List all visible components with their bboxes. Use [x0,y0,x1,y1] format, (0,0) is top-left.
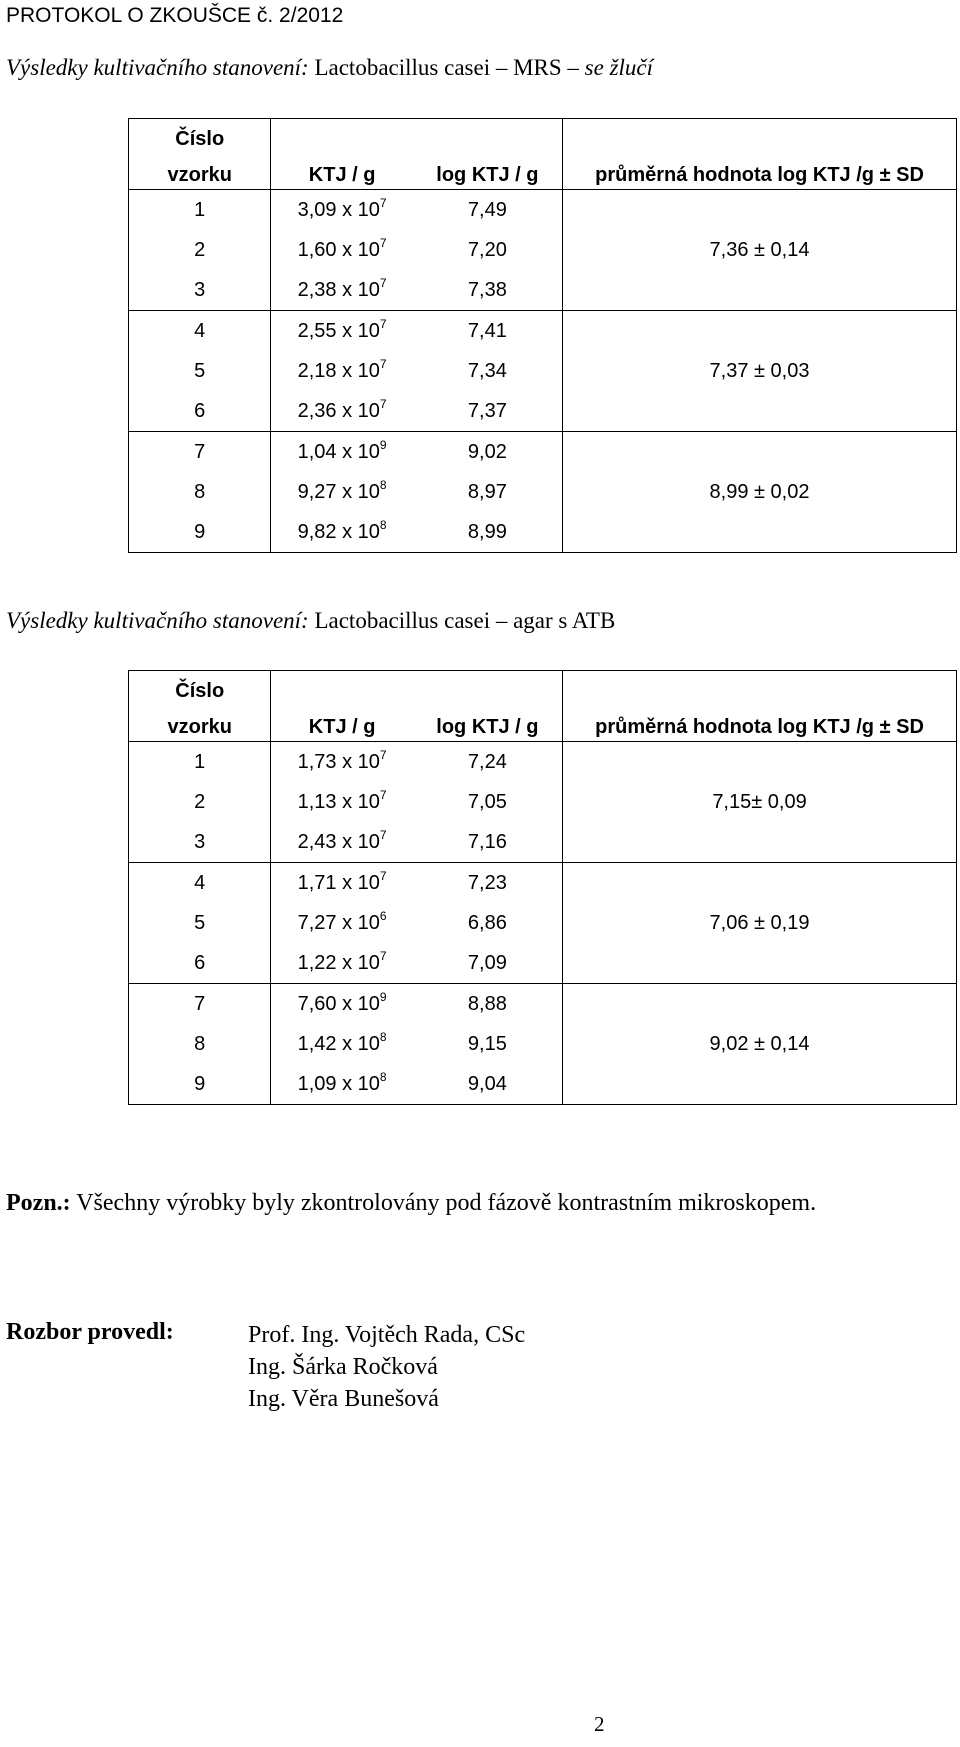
mean-cell [563,742,957,783]
mean-cell [563,943,957,984]
mean-value: 8,99 ± 0,02 [563,472,957,512]
table-row [129,903,957,943]
table1-title-rest: Lactobacillus casei – MRS – [308,55,585,80]
table1-head-mean: průměrná hodnota log KTJ /g ± SD [563,151,957,190]
signature-label: Rozbor provedl: [6,1319,174,1345]
table-row [129,190,957,231]
ktj-value [271,903,413,943]
table2-head-empty [563,671,957,704]
ktj-mantissa: 1,60 x 10 [297,238,380,261]
log-value: 7,38 [413,270,563,311]
mean-cell [563,190,957,231]
ktj-exponent: 6 [379,908,387,923]
table-row [129,863,957,904]
table-row [129,742,957,783]
ktj-mantissa: 2,43 x 10 [297,830,380,853]
table-row [129,270,957,311]
mean-value: 9,02 ± 0,14 [563,1024,957,1064]
log-value: 8,88 [413,984,563,1025]
ktj-mantissa: 2,36 x 10 [297,399,380,422]
ktj-value [271,351,413,391]
table1-head-empty [271,119,413,152]
ktj-mantissa: 1,22 x 10 [297,951,380,974]
ktj-mantissa: 9,27 x 10 [297,480,380,503]
sample-number: 6 [129,391,271,432]
table2-head-number-1: Číslo [129,671,271,704]
table2-head-mean: průměrná hodnota log KTJ /g ± SD [563,703,957,742]
log-value: 7,09 [413,943,563,984]
table1-header-row-2 [129,151,957,190]
sample-number: 9 [129,512,271,553]
table2-title-rest: Lactobacillus casei – agar s ATB [308,608,616,633]
ktj-mantissa: 1,04 x 10 [297,440,380,463]
table1 [128,118,957,553]
table-row [129,782,957,822]
log-value: 6,86 [413,903,563,943]
table2-head-log: log KTJ / g [413,703,563,742]
ktj-value [271,391,413,432]
note-text: Všechny výrobky byly zkontrolovány pod fázově kontrastním mikroskopem. [70,1190,817,1216]
log-value: 9,04 [413,1064,563,1105]
ktj-value [271,190,413,231]
table1-head-log: log KTJ / g [413,151,563,190]
table1-head-number-2: vzorku [129,151,271,190]
signature-name: Ing. Šárka Ročková [248,1354,438,1380]
table-row [129,943,957,984]
mean-value: 7,37 ± 0,03 [563,351,957,391]
log-value: 7,24 [413,742,563,783]
ktj-exponent: 8 [379,1069,387,1084]
table-row [129,512,957,553]
ktj-exponent: 9 [379,989,387,1004]
sample-number: 1 [129,742,271,783]
sample-number: 1 [129,190,271,231]
ktj-value [271,822,413,863]
mean-cell [563,1064,957,1105]
table2 [128,670,957,1105]
mean-cell [563,391,957,432]
ktj-mantissa: 7,60 x 10 [297,992,380,1015]
sample-number: 8 [129,1024,271,1064]
signature-name: Prof. Ing. Vojtěch Rada, CSc [248,1322,526,1348]
mean-cell [563,311,957,352]
ktj-value [271,943,413,984]
sample-number: 5 [129,351,271,391]
ktj-mantissa: 1,13 x 10 [297,790,380,813]
table2-header-row-2 [129,703,957,742]
ktj-mantissa: 2,18 x 10 [297,359,380,382]
log-value: 7,23 [413,863,563,904]
table2-head-ktj: KTJ / g [271,703,413,742]
table2-title [6,608,615,634]
ktj-exponent: 7 [379,195,387,210]
sample-number: 7 [129,984,271,1025]
ktj-value [271,742,413,783]
mean-cell [563,863,957,904]
ktj-exponent: 8 [379,1029,387,1044]
ktj-value [271,270,413,311]
ktj-exponent: 7 [379,316,387,331]
log-value: 7,37 [413,391,563,432]
ktj-mantissa: 2,55 x 10 [297,319,380,342]
ktj-exponent: 7 [379,747,387,762]
table2-header-row-1 [129,671,957,704]
table2-head-empty [271,671,413,704]
table-row [129,472,957,512]
mean-value: 7,06 ± 0,19 [563,903,957,943]
sample-number: 7 [129,432,271,473]
log-value: 7,34 [413,351,563,391]
ktj-mantissa: 1,09 x 10 [297,1072,380,1095]
ktj-value [271,512,413,553]
table-row [129,311,957,352]
log-value: 7,05 [413,782,563,822]
sample-number: 4 [129,311,271,352]
ktj-exponent: 8 [379,477,387,492]
ktj-exponent: 9 [379,437,387,452]
table1-title-italic2: se žlučí [584,55,654,80]
log-value: 9,02 [413,432,563,473]
sample-number: 3 [129,270,271,311]
sample-number: 9 [129,1064,271,1105]
table-row [129,1064,957,1105]
table-row [129,822,957,863]
table-row [129,432,957,473]
ktj-value [271,863,413,904]
ktj-exponent: 8 [379,517,387,532]
table-row [129,391,957,432]
signature-names [248,1319,525,1415]
table1-head-ktj: KTJ / g [271,151,413,190]
log-value: 7,20 [413,230,563,270]
sample-number: 5 [129,903,271,943]
ktj-exponent: 7 [379,948,387,963]
log-value: 7,49 [413,190,563,231]
ktj-value [271,311,413,352]
table1-header-row-1 [129,119,957,152]
page-number: 2 [594,1712,605,1736]
document-header: PROTOKOL O ZKOUŠCE č. 2/2012 [6,4,344,27]
table2-head-number-2: vzorku [129,703,271,742]
log-value: 8,97 [413,472,563,512]
mean-cell [563,432,957,473]
table2-title-italic: Výsledky kultivačního stanovení: [6,608,309,633]
ktj-value [271,230,413,270]
log-value: 7,16 [413,822,563,863]
ktj-mantissa: 7,27 x 10 [297,911,380,934]
mean-value: 7,15± 0,09 [563,782,957,822]
ktj-value [271,1064,413,1105]
note [6,1190,816,1217]
table-row [129,351,957,391]
log-value: 8,99 [413,512,563,553]
sample-number: 8 [129,472,271,512]
table-row [129,230,957,270]
sample-number: 3 [129,822,271,863]
sample-number: 4 [129,863,271,904]
table1-head-empty [413,119,563,152]
ktj-exponent: 7 [379,356,387,371]
ktj-value [271,432,413,473]
ktj-exponent: 7 [379,787,387,802]
ktj-value [271,472,413,512]
ktj-exponent: 7 [379,275,387,290]
table1-head-number-1: Číslo [129,119,271,152]
ktj-mantissa: 1,71 x 10 [297,871,380,894]
log-value: 9,15 [413,1024,563,1064]
sample-number: 2 [129,782,271,822]
ktj-mantissa: 9,82 x 10 [297,520,380,543]
ktj-mantissa: 3,09 x 10 [297,198,380,221]
sample-number: 2 [129,230,271,270]
mean-cell [563,822,957,863]
ktj-exponent: 7 [379,235,387,250]
mean-cell [563,984,957,1025]
table-row [129,1024,957,1064]
mean-cell [563,512,957,553]
ktj-value [271,984,413,1025]
ktj-mantissa: 1,73 x 10 [297,750,380,773]
table1-title-italic: Výsledky kultivačního stanovení: [6,55,309,80]
mean-cell [563,270,957,311]
note-label: Pozn.: [6,1190,71,1216]
ktj-value [271,1024,413,1064]
ktj-mantissa: 1,42 x 10 [297,1032,380,1055]
table-row [129,984,957,1025]
ktj-exponent: 7 [379,396,387,411]
mean-value: 7,36 ± 0,14 [563,230,957,270]
table1-head-empty [563,119,957,152]
sample-number: 6 [129,943,271,984]
signature-name: Ing. Věra Bunešová [248,1386,439,1412]
table1-title [6,55,653,81]
table2-head-empty [413,671,563,704]
ktj-exponent: 7 [379,868,387,883]
ktj-exponent: 7 [379,827,387,842]
log-value: 7,41 [413,311,563,352]
ktj-mantissa: 2,38 x 10 [297,278,380,301]
ktj-value [271,782,413,822]
